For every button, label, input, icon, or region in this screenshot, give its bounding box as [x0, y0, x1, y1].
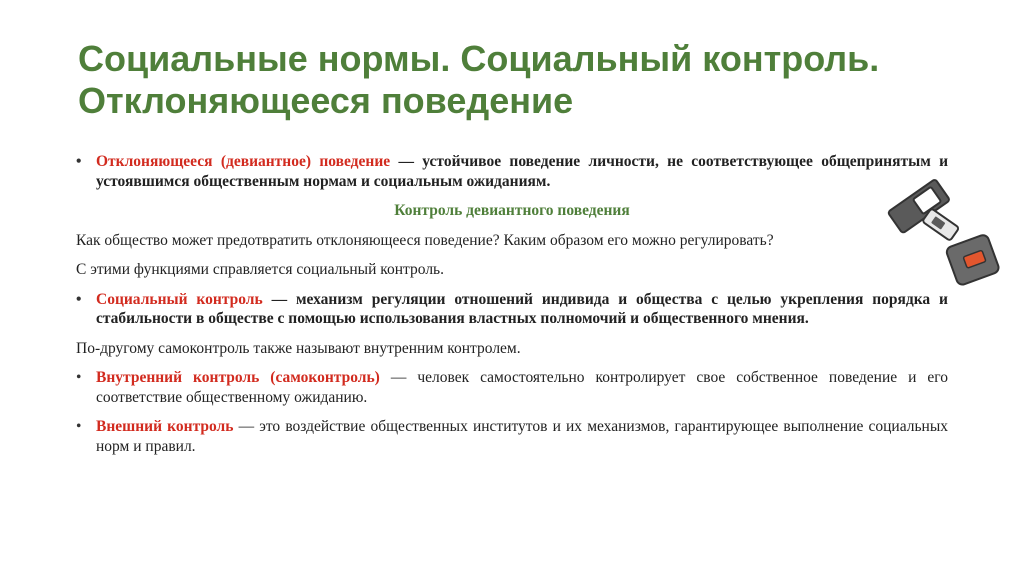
question-paragraph: Как общество может предотвратить отклоняющееся поведение? Каким образом его можно регулировать?	[76, 231, 774, 249]
definition-internal-control: — человек самостоятельно контролирует свое собственное поведение и его соответствие общественному ожиданию.	[96, 369, 949, 406]
bullet-external-control	[76, 417, 948, 456]
bullet-social-control	[76, 290, 948, 329]
subheading: Контроль девиантного поведения	[394, 202, 630, 219]
term-social-control: Социальный контроль	[96, 290, 263, 308]
term-deviant-behavior: Отклоняющееся (девиантное) поведение	[96, 153, 391, 170]
bullet-marker: •	[76, 369, 82, 386]
term-external-control: Внешний контроль	[96, 418, 234, 435]
social-control-intro: С этими функциями справляется социальный контроль.	[76, 261, 444, 278]
bullet-marker: •	[76, 418, 82, 435]
bullet-internal-control	[76, 368, 948, 407]
self-control-paragraph: По-другому самоконтроль также называют внутренним контролем.	[76, 339, 521, 357]
slide-body	[76, 152, 948, 466]
bullet-marker: •	[76, 290, 82, 308]
bullet-marker: •	[76, 153, 82, 170]
bullet-deviant-behavior	[76, 152, 948, 191]
definition-deviant-behavior: — устойчивое поведение личности, не соответствующее общепринятым и устоявшимся общественным нормам и социальным ожиданиям.	[96, 153, 948, 190]
term-internal-control: Внутренний контроль (самоконтроль)	[96, 369, 380, 386]
seatbelt-icon	[880, 168, 1000, 288]
definition-external-control: — это воздействие общественных институтов и их механизмов, гарантирующее выполнение социальных норм и правил.	[96, 418, 949, 455]
definition-social-control: — механизм регуляции отношений индивида и общества с целью укрепления порядка и стабильности в обществе с помощью использования властных полномочий и общественного мнения.	[96, 290, 948, 327]
slide-title: Социальные нормы. Социальный контроль. Отклоняющееся поведение	[78, 38, 880, 121]
